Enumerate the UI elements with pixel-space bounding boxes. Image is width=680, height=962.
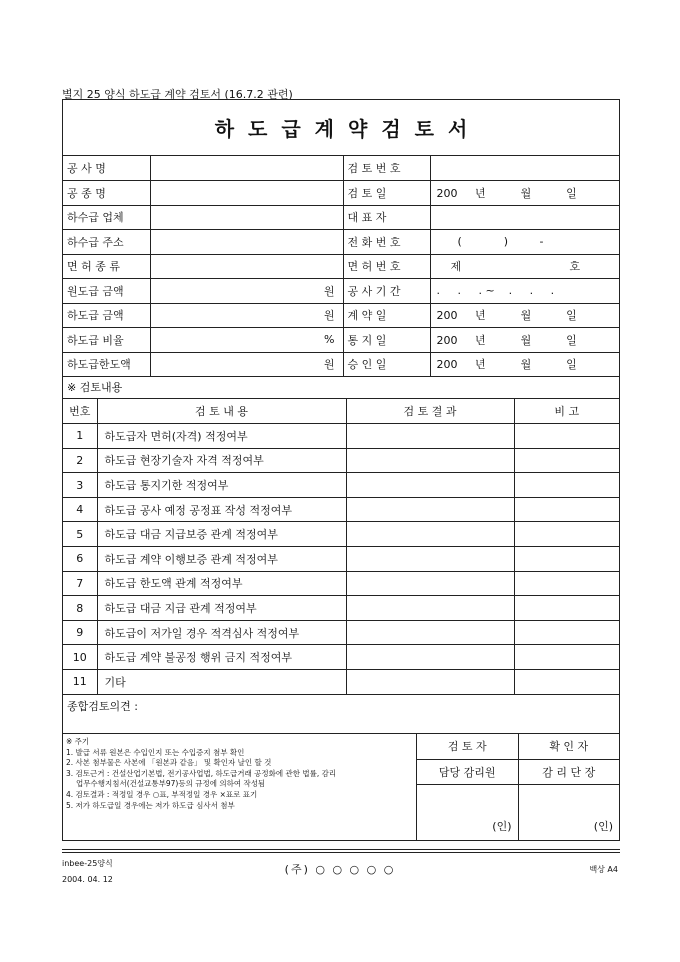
reviewer-seal[interactable]: (인): [417, 784, 518, 840]
review-table: [63, 399, 619, 695]
review-result-cell[interactable]: [346, 670, 514, 695]
review-remarks-cell[interactable]: [514, 645, 619, 670]
review-no: 1: [63, 424, 97, 449]
review-remarks-cell[interactable]: [514, 547, 619, 572]
info-right-value[interactable]: ( ) -: [430, 230, 619, 255]
review-heading: ※ 검토내용: [63, 377, 619, 399]
info-left-label: 하수급 주소: [63, 230, 150, 255]
confirmer-role: 감 리 단 장: [518, 759, 619, 784]
footer-company: (주) ○ ○ ○ ○ ○: [284, 863, 396, 876]
review-no: 3: [63, 473, 97, 498]
review-result-cell[interactable]: [346, 497, 514, 522]
info-right-value[interactable]: 제 호: [430, 254, 619, 279]
info-right-value[interactable]: . . . ~ . . .: [430, 279, 619, 304]
info-left-value[interactable]: 원: [150, 303, 343, 328]
review-item-text: 기타: [97, 670, 346, 695]
review-no: 11: [63, 670, 97, 695]
info-left-label: 하도급 금액: [63, 303, 150, 328]
info-right-value[interactable]: 200 년 월 일: [430, 181, 619, 206]
review-row: [63, 596, 619, 621]
info-left-label: 하도급한도액: [63, 352, 150, 377]
review-row: [63, 522, 619, 547]
info-right-label: 대 표 자: [343, 205, 430, 230]
review-row: [63, 620, 619, 645]
review-result-cell[interactable]: [346, 596, 514, 621]
review-no: 10: [63, 645, 97, 670]
info-right-label: 전 화 번 호: [343, 230, 430, 255]
info-left-value[interactable]: [150, 230, 343, 255]
info-right-value[interactable]: 200 년 월 일: [430, 352, 619, 377]
info-left-value[interactable]: 원: [150, 279, 343, 304]
review-remarks-cell[interactable]: [514, 670, 619, 695]
info-table: [63, 156, 619, 377]
info-left-value[interactable]: [150, 205, 343, 230]
footer-rule: [62, 852, 620, 853]
overall-opinion-label: 종합검토의견 :: [67, 700, 138, 713]
info-row: [63, 230, 619, 255]
review-result-cell[interactable]: [346, 645, 514, 670]
info-row: [63, 205, 619, 230]
review-remarks-cell[interactable]: [514, 571, 619, 596]
review-item-text: 하도급 계약 이행보증 관계 적정여부: [97, 547, 346, 572]
info-row: [63, 279, 619, 304]
info-left-label: 공 사 명: [63, 156, 150, 181]
review-row: [63, 571, 619, 596]
note-line: 5. 저가 하도급일 경우에는 저가 하도급 심사서 첨부: [66, 800, 235, 810]
overall-opinion[interactable]: [63, 694, 619, 734]
review-row: [63, 645, 619, 670]
info-left-label: 원도급 금액: [63, 279, 150, 304]
review-result-cell[interactable]: [346, 448, 514, 473]
review-item-text: 하도급 대금 지급 관계 적정여부: [97, 596, 346, 621]
sign-table: [417, 734, 619, 840]
info-right-label: 검 토 번 호: [343, 156, 430, 181]
header-remarks: 비 고: [514, 399, 619, 424]
footer-paper: 백상 A4: [589, 865, 618, 874]
review-no: 6: [63, 547, 97, 572]
reviewer-role: 담당 감리원: [417, 759, 518, 784]
review-item-text: 하도급이 저가일 경우 적격심사 적정여부: [97, 620, 346, 645]
info-left-label: 면 허 종 류: [63, 254, 150, 279]
info-row: [63, 156, 619, 181]
info-row: [63, 254, 619, 279]
note-line: 3. 검토근거 : 건설산업기본법, 전기공사업법, 하도급거래 공정화에 관한 법률, 감리: [66, 768, 337, 778]
info-row: [63, 303, 619, 328]
review-no: 7: [63, 571, 97, 596]
info-row: [63, 328, 619, 353]
review-row: [63, 497, 619, 522]
note-line: 4. 검토결과 : 적정일 경우 ○표, 부적정일 경우 ×표로 표기: [66, 789, 258, 799]
review-item-text: 하도급 대금 지급보증 관계 적정여부: [97, 522, 346, 547]
review-result-cell[interactable]: [346, 547, 514, 572]
info-right-label: 통 지 일: [343, 328, 430, 353]
reviewer-label: 검 토 자: [417, 734, 518, 759]
header-no: 번호: [63, 399, 97, 424]
info-right-label: 면 허 번 호: [343, 254, 430, 279]
confirmer-label: 확 인 자: [518, 734, 619, 759]
review-remarks-cell[interactable]: [514, 473, 619, 498]
notes-box: [63, 734, 417, 840]
info-left-label: 하수급 업체: [63, 205, 150, 230]
info-right-label: 검 토 일: [343, 181, 430, 206]
review-no: 2: [63, 448, 97, 473]
info-left-label: 하도급 비율: [63, 328, 150, 353]
info-left-value[interactable]: 원: [150, 352, 343, 377]
info-row: [63, 352, 619, 377]
review-remarks-cell[interactable]: [514, 497, 619, 522]
review-remarks-cell[interactable]: [514, 448, 619, 473]
review-no: 9: [63, 620, 97, 645]
review-remarks-cell[interactable]: [514, 596, 619, 621]
info-left-value[interactable]: [150, 181, 343, 206]
info-right-label: 계 약 일: [343, 303, 430, 328]
review-result-cell[interactable]: [346, 424, 514, 449]
info-left-value[interactable]: [150, 156, 343, 181]
review-remarks-cell[interactable]: [514, 620, 619, 645]
review-row: [63, 547, 619, 572]
note-line: 업무수행지침서(건설교통부97)등의 규정에 의하여 작성됨: [76, 779, 266, 789]
review-item-text: 하도급 통지기한 적정여부: [97, 473, 346, 498]
review-result-cell[interactable]: [346, 473, 514, 498]
info-right-value[interactable]: 200 년 월 일: [430, 303, 619, 328]
review-row: [63, 448, 619, 473]
review-item-text: 하도급 계약 불공정 행위 금지 적정여부: [97, 645, 346, 670]
review-remarks-cell[interactable]: [514, 424, 619, 449]
review-no: 8: [63, 596, 97, 621]
note-line: 1. 발급 서류 원본은 수입인지 또는 수입증지 첨부 확인: [66, 747, 245, 757]
info-left-label: 공 종 명: [63, 181, 150, 206]
footer-date: 2004. 04. 12: [62, 875, 113, 884]
review-item-text: 하도급 공사 예정 공정표 작성 적정여부: [97, 497, 346, 522]
review-row: [63, 670, 619, 695]
review-no: 5: [63, 522, 97, 547]
contract-review-form: [62, 99, 620, 841]
info-right-value[interactable]: [430, 156, 619, 181]
info-right-value[interactable]: 200 년 월 일: [430, 328, 619, 353]
note-line: ※ 주기: [66, 737, 90, 746]
info-right-label: 공 사 기 간: [343, 279, 430, 304]
form-caption: 별지 25 양식 하도급 계약 검토서 (16.7.2 관련): [62, 88, 293, 101]
review-item-text: 하도급 한도액 관계 적정여부: [97, 571, 346, 596]
info-row: [63, 181, 619, 206]
review-remarks-cell[interactable]: [514, 522, 619, 547]
review-item-text: 하도급 현장기술자 자격 적정여부: [97, 448, 346, 473]
review-result-cell[interactable]: [346, 571, 514, 596]
info-left-value[interactable]: [150, 254, 343, 279]
review-result-cell[interactable]: [346, 620, 514, 645]
confirmer-seal[interactable]: (인): [518, 784, 619, 840]
review-row: [63, 473, 619, 498]
info-right-value[interactable]: [430, 205, 619, 230]
footer-code: inbee-25양식: [62, 859, 113, 868]
header-result: 검 토 결 과: [346, 399, 514, 424]
footer-rule: [62, 849, 620, 850]
form-title: 하도급계약검토서: [63, 100, 619, 156]
header-content: 검 토 내 용: [97, 399, 346, 424]
review-no: 4: [63, 497, 97, 522]
info-right-label: 승 인 일: [343, 352, 430, 377]
review-result-cell[interactable]: [346, 522, 514, 547]
review-row: [63, 424, 619, 449]
review-item-text: 하도급자 면허(자격) 적정여부: [97, 424, 346, 449]
note-line: 2. 사본 첨부물은 사본에 「원본과 같음」 및 확인자 날인 할 것: [66, 758, 272, 768]
info-left-value[interactable]: %: [150, 328, 343, 353]
review-header-row: [63, 399, 619, 424]
